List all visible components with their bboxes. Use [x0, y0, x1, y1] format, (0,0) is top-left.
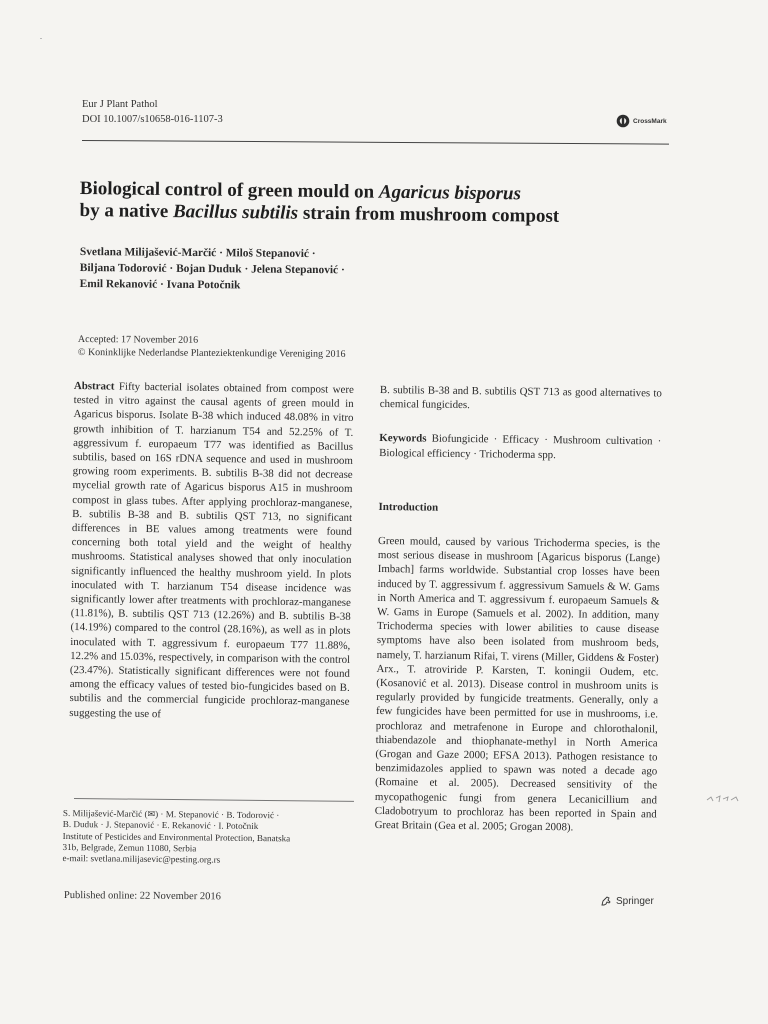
- doi: DOI 10.1007/s10658-016-1107-3: [82, 114, 223, 125]
- article-title: Biological control of green mould on Agaricus bisporus by a native Bacillus subtilis strain from mushroom compost: [79, 178, 560, 227]
- author-line: Biljana Todorović · Bojan Duduk · Jelena Stepanović ·: [79, 261, 345, 277]
- keywords-text: Biofungicide · Efficacy · Mushroom cultivation · Biological efficiency · Trichoderma spp.: [379, 433, 662, 461]
- springer-logo: [600, 895, 654, 907]
- accepted-date: Accepted: 17 November 2016: [77, 333, 199, 346]
- introduction-text: Green mould, caused by various Trichoderma species, is the most serious disease in mushroom [Agaricus bisporus (Lange) Imbach] farms worldwide. Substantial crop losses have been induced by T. aggressivum f. aggressivum Samuels & W. Gams in North America and T. aggressivum f. europaeum Samuels & W. Gams in Europe (Samuels et al. 2002). In addition, many Trichoderma species with lower abilities to cause disease symptoms have also been isolated from mushroom beds, namely, T. harzianum Rifai, T. virens (Miller, Giddens & Foster) Arx., T. atroviride P. Karsten, T. koningii Oudem, etc. (Kosanović et al. 2013). Disease control in mushroom units is regularly provided by fungicide treatments. Generally, only a few fungicides have been permitted for use in mushrooms, i.e. prochloraz and metrafenone in Europe and chlorothalonil, thiabendazole and thiophanate-methyl in North America (Grogan and Gaze 2000; EFSA 2013). Pathogen resistance to benzimidazoles applied to spawn was noted a decade ago (Romaine et al. 2005). Decreased sensitivity of the mycopathogenic fungi from genera Lecanicillium and Cladobotryum to prochloraz has been reported in Spain and Great Britain (Gea et al. 2005; Grogan 2008).: [374, 535, 661, 834]
- footnote-line: S. Milijašević-Marčić (✉) · M. Stepanović · B. Todorović ·: [62, 808, 280, 821]
- footnote-line: Institute of Pesticides and Environmental Protection, Banatska: [62, 830, 291, 843]
- journal-header: [82, 97, 223, 127]
- accepted-info: [78, 333, 346, 361]
- header-rule: [82, 140, 669, 145]
- footnote-line: 31b, Belgrade, Zemun 11080, Serbia: [62, 841, 197, 854]
- author-list: [80, 244, 460, 295]
- abstract-column: [69, 379, 354, 724]
- email-link[interactable]: e-mail: svetlana.milijasevic@pesting.org.rs: [62, 853, 221, 865]
- keywords-block: [379, 431, 661, 463]
- crossmark-badge[interactable]: [616, 114, 667, 128]
- crossmark-label: CrossMark: [633, 117, 667, 125]
- springer-label: Springer: [616, 895, 654, 907]
- crossmark-icon: [616, 114, 630, 128]
- introduction-heading: Introduction: [378, 500, 439, 514]
- scan-marginal-mark: [706, 794, 742, 804]
- copyright: © Koninklijke Nederlandse Planteziektenkundige Vereniging 2016: [77, 346, 346, 360]
- scan-speck: [40, 38, 42, 39]
- keywords-label: Keywords: [379, 432, 427, 445]
- author-affiliation-footnote: [62, 808, 353, 868]
- springer-horse-icon: [600, 895, 612, 907]
- abstract-label: Abstract: [73, 379, 115, 393]
- footnote-rule: [74, 798, 354, 802]
- published-online: Published online: 22 November 2016: [63, 890, 221, 903]
- journal-name: Eur J Plant Pathol: [82, 99, 158, 110]
- footnote-line: B. Duduk · J. Stepanović · E. Rekanović · I. Potočnik: [62, 819, 259, 832]
- right-column: [375, 383, 662, 836]
- abstract-text: Fifty bacterial isolates obtained from compost were tested in vitro against the causal agents of green mould in Agaricus bisporus. Isolate B-38 which induced 48.08% in vitro growth inhibition of T. harzianum T54 and 52.25% of T. aggressivum f. europaeum T77 was identified as Bacillus subtilis, based on 16S rDNA sequence and used in mushroom growing room experiments. B. subtilis B-38 did not decrease mycelial growth rate of Agaricus bisporus A15 in mushroom compost in glass tubes. After applying prochloraz-manganese, B. subtilis B-38 and B. subtilis QST 713, no significant differences in BE values among treatments were found concerning both total yield and the weight of healthy mushrooms. Statistical analyses showed that only inoculation significantly influenced the healthy mushroom yield. In plots inoculated with T. harzianum T54 disease incidence was significantly lower after treatments with prochloraz-manganese (11.81%), B. subtilis QST 713 (12.26%) and B. subtilis B-38 (14.19%) compared to the control (28.16%), as well as in plots inoculated with T. aggressivum f. europaeum T77 11.88%, 12.2% and 15.03%, respectively, in comparison with the control (23.47%). Statistically significant differences were not found among the efficacy values of tested bio-fungicides based on B. subtilis and the commercial fungicide prochloraz-manganese suggesting the use of: [69, 380, 354, 720]
- author-line: Emil Rekanović · Ivana Potočnik: [79, 277, 241, 292]
- author-line: Svetlana Milijašević-Marčić · Miloš Stepanović ·: [79, 245, 316, 261]
- abstract-continuation: B. subtilis B-38 and B. subtilis QST 713 as good alternatives to chemical fungicides.: [379, 383, 662, 412]
